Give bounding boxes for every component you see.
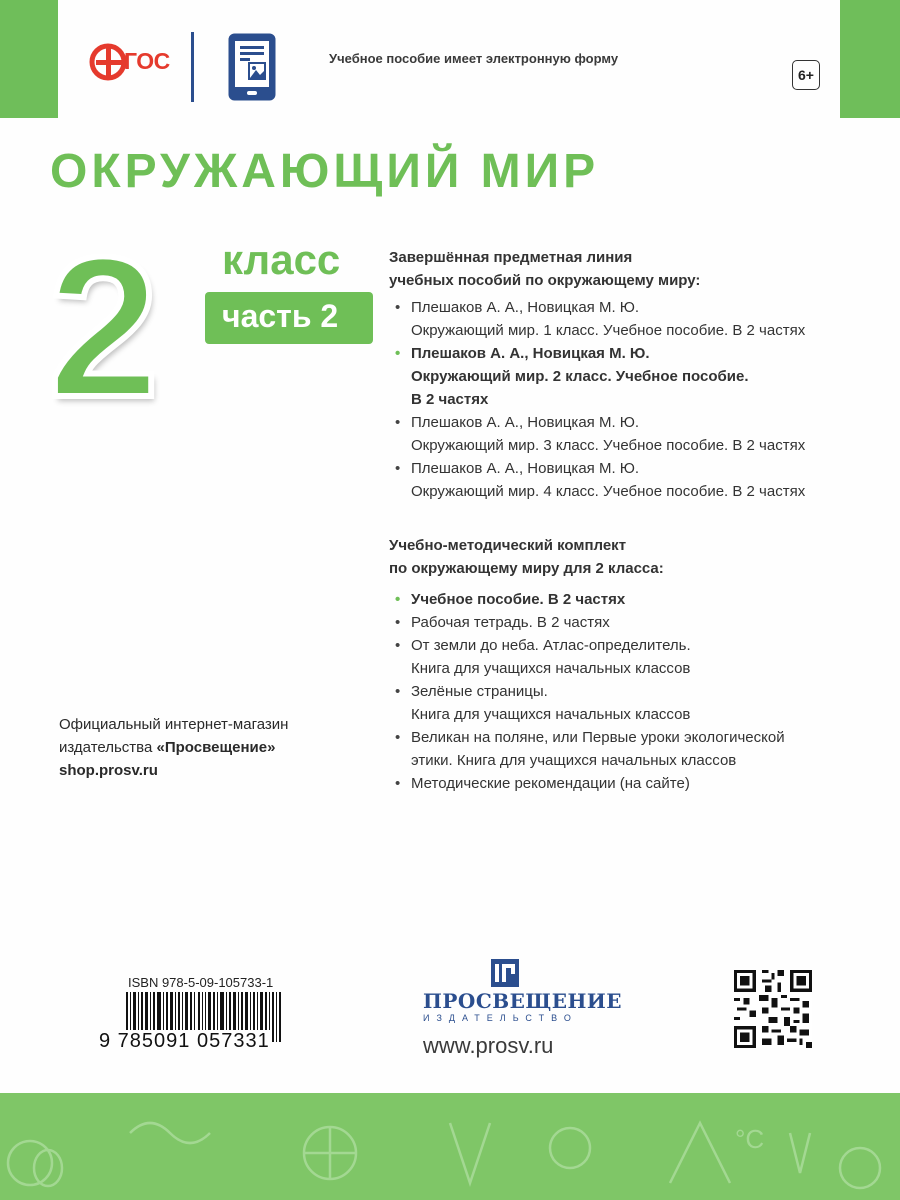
ladybug-icon <box>34 1150 62 1186</box>
publisher-name: ПРОСВЕЩЕНИЕ <box>423 989 623 1013</box>
kit-section <box>389 534 889 795</box>
magnifier-icon <box>450 1123 490 1183</box>
book-title: ОКРУЖАЮЩИЙ МИР <box>50 145 600 198</box>
shop-link[interactable]: shop.prosv.ru <box>59 762 158 779</box>
shop-info: Официальный интернет-магазин издательства «Просвещение» shop.prosv.ru <box>59 713 288 782</box>
fgos-logo-text: ГОС <box>124 48 170 74</box>
leaf-icon <box>130 1123 210 1143</box>
grade-label: класс <box>222 236 341 283</box>
part-label: часть 2 <box>222 298 339 334</box>
publisher-subtitle: ИЗДАТЕЛЬСТВО <box>423 1013 578 1023</box>
list-item: • Рабочая тетрадь. В 2 частях <box>389 611 889 634</box>
header-divider <box>191 32 194 102</box>
sun-icon <box>840 1148 880 1188</box>
electronic-form-note: Учебное пособие имеет электронную форму <box>329 51 619 66</box>
list-item: • Плешаков А. А., Новицкая М. Ю. Окружающий мир. 4 класс. Учебное пособие. В 2 частях <box>389 457 889 503</box>
list-item: • Великан на поляне, или Первые уроки экологической этики. Книга для учащихся начальных классов <box>389 726 889 772</box>
kit-title: Учебно-методический комплект по окружающему миру для 2 класса: <box>389 537 664 577</box>
series-section <box>389 246 889 503</box>
fgos-logo <box>88 40 178 84</box>
list-item: • Методические рекомендации (на сайте) <box>389 772 889 795</box>
series-title: Завершённая предметная линия учебных пособий по окружающему миру: <box>389 249 701 289</box>
kit-list <box>389 588 889 795</box>
decorative-doodles <box>0 1093 900 1200</box>
list-item: • Плешаков А. А., Новицкая М. Ю. Окружающий мир. 3 класс. Учебное пособие. В 2 частях <box>389 411 889 457</box>
list-item: • Плешаков А. А., Новицкая М. Ю. Окружающий мир. 1 класс. Учебное пособие. В 2 частях <box>389 296 889 342</box>
celsius-icon: °C <box>735 1124 765 1154</box>
publisher-logo-icon <box>490 958 520 988</box>
compass-icon <box>550 1128 590 1168</box>
flask-icon <box>8 1141 52 1185</box>
telescope-icon <box>790 1133 810 1173</box>
barcode-digits: 9 785091 057331 <box>99 1030 270 1052</box>
qr-code-icon[interactable] <box>734 970 812 1048</box>
publisher-url[interactable]: www.prosv.ru <box>423 1033 554 1058</box>
list-item: • От земли до неба. Атлас-определитель. Книга для учащихся начальных классов <box>389 634 889 680</box>
tablet-icon <box>227 32 277 102</box>
age-rating-badge: 6+ <box>792 60 820 90</box>
fgos-circle-icon <box>88 40 128 84</box>
list-item: • Зелёные страницы. Книга для учащихся начальных классов <box>389 680 889 726</box>
list-item-current: • Учебное пособие. В 2 частях <box>389 588 889 611</box>
series-list <box>389 296 889 503</box>
isbn-label: ISBN 978-5-09-105733-1 <box>128 975 274 990</box>
tent-icon <box>670 1123 730 1183</box>
list-item-current: • Плешаков А. А., Новицкая М. Ю. Окружающий мир. 2 класс. Учебное пособие. В 2 частях <box>389 342 889 411</box>
grade-number: 2 <box>48 216 160 439</box>
